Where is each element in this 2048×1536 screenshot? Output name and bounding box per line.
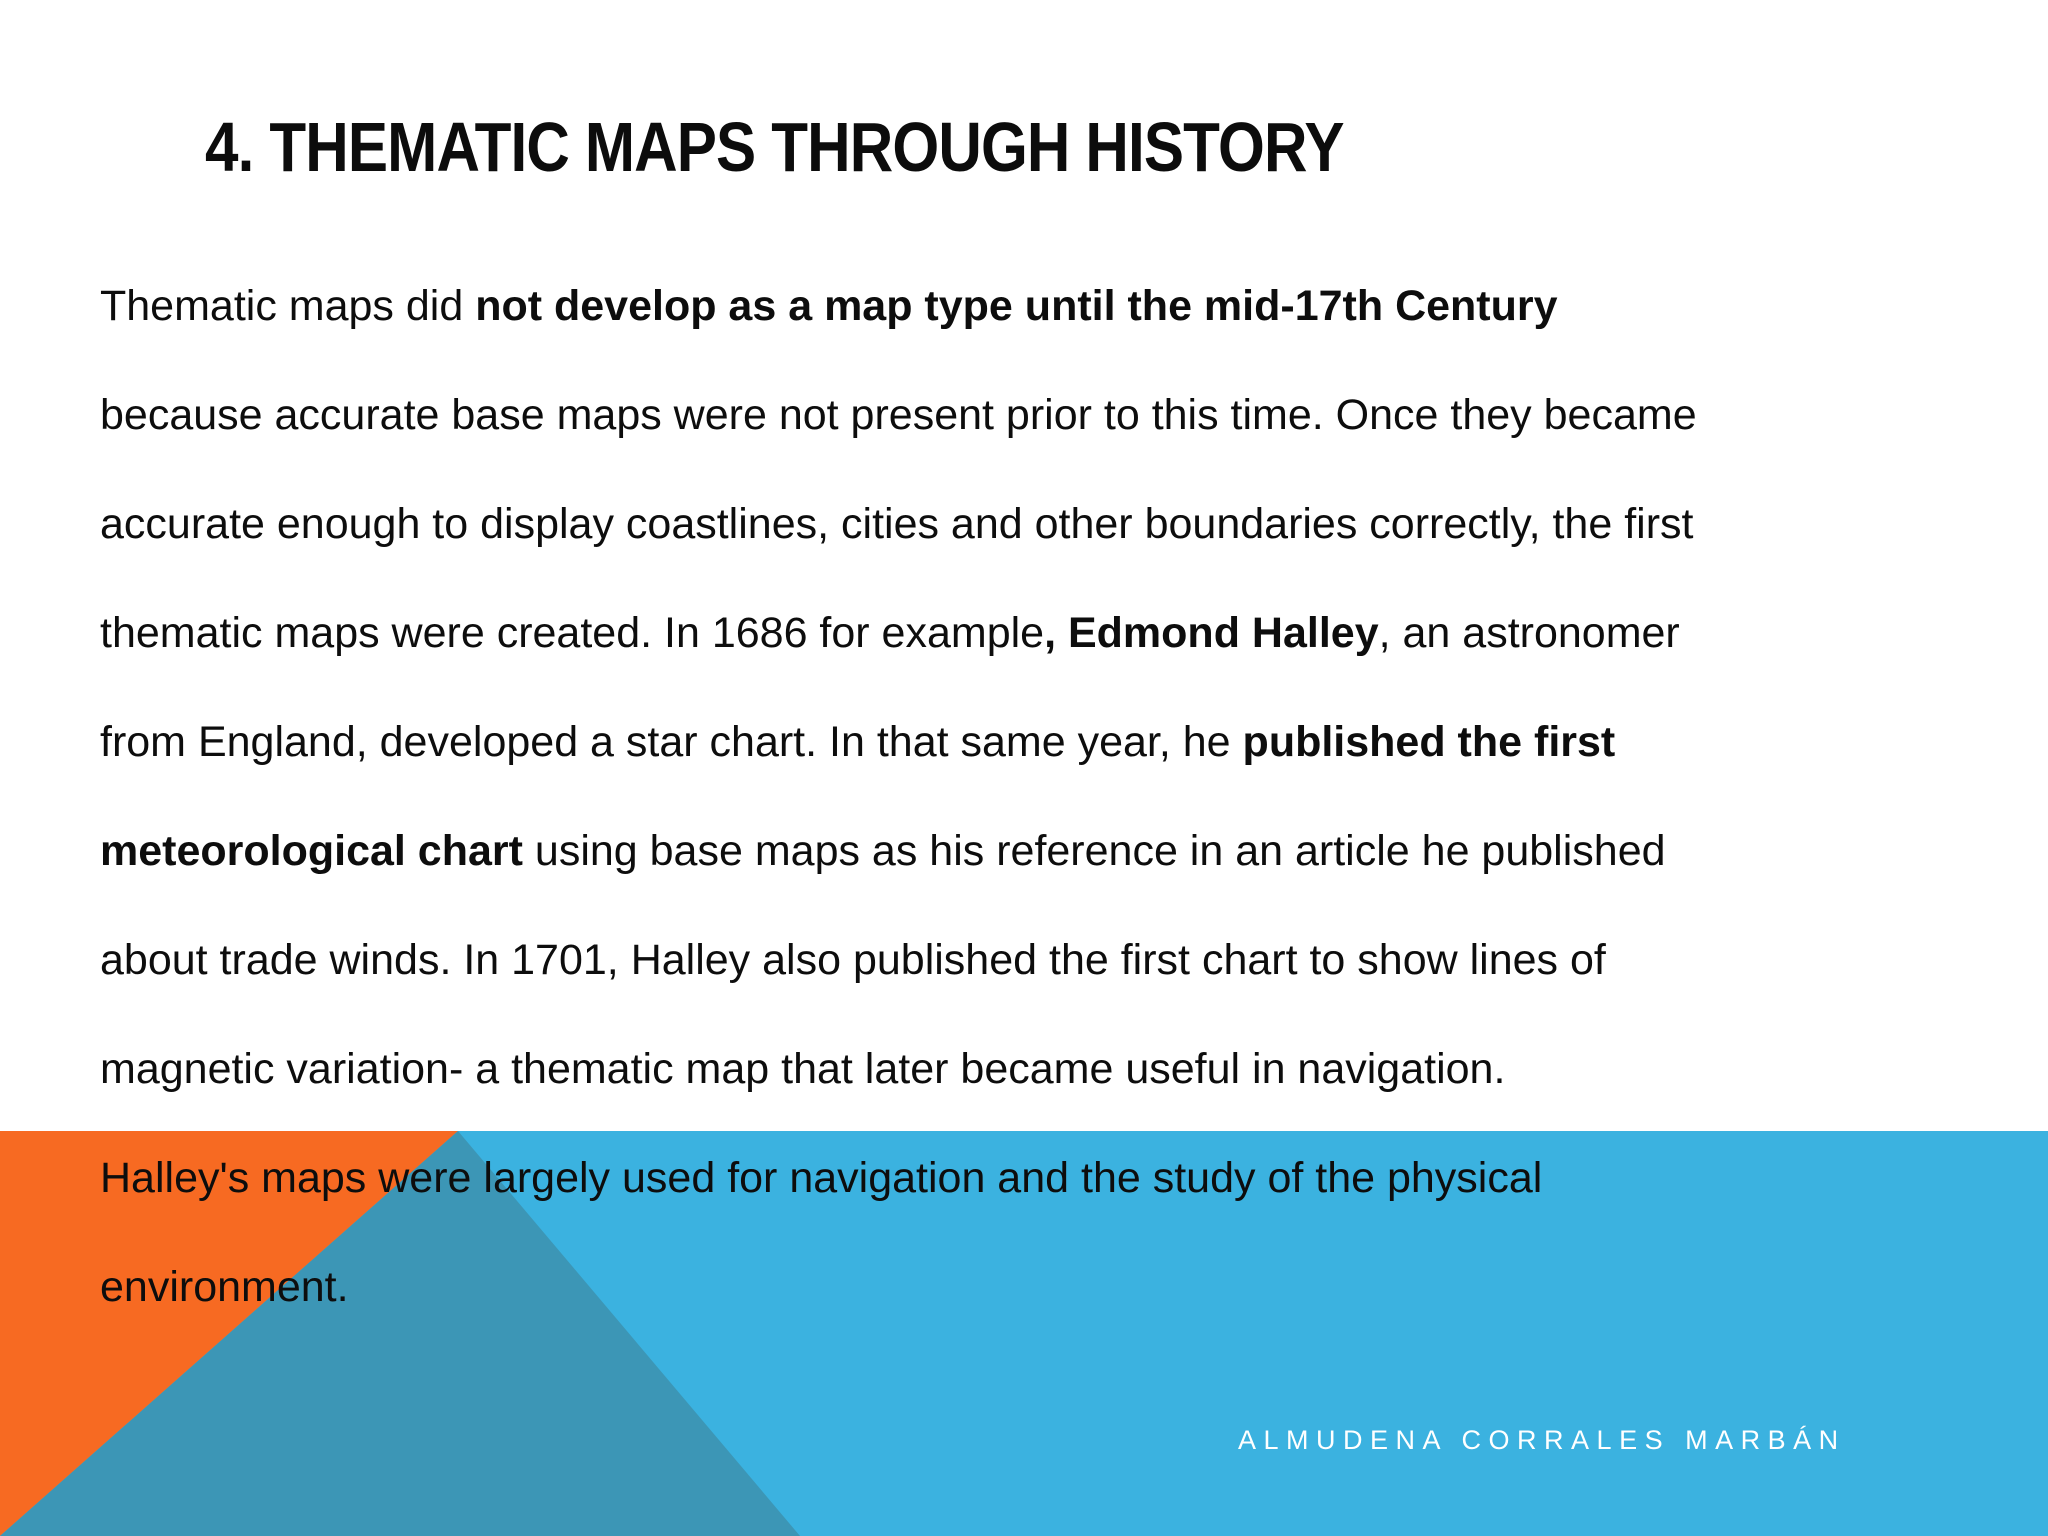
body-line-4 [100,579,1960,688]
body-line-3: accurate enough to display coastlines, cities and other boundaries correctly, the first [100,500,1694,548]
body-line-9: Halley's maps were largely used for navigation and the study of the physical [100,1154,1543,1202]
body-text-segment: using base maps as his reference in an article he published [522,827,1666,875]
body-text-bold-segment: not develop as a map type until the mid-17th Century [475,282,1558,330]
body-line-7: about trade winds. In 1701, Halley also published the first chart to show lines of [100,936,1606,984]
body-line-2: because accurate base maps were not present prior to this time. Once they became [100,391,1697,439]
body-line-1 [100,252,1960,361]
body-text-bold-segment: published the first [1242,718,1616,766]
body-text-segment: thematic maps were created. In 1686 for example [100,609,1045,657]
body-text-segment: Thematic maps did [100,282,476,330]
body-line-10: environment. [100,1263,349,1311]
author-name: ALMUDENA CORRALES MARBÁN [1238,1425,1846,1455]
body-line-5 [100,688,1960,797]
body-text-segment: from England, developed a star chart. In that same year, he [100,718,1243,766]
body-text-segment: , an astronomer [1378,609,1680,657]
body-text-bold-segment: , Edmond Halley [1044,609,1379,657]
body-line-8: magnetic variation- a thematic map that later became useful in navigation. [100,1045,1506,1093]
slide-body-paragraph [100,252,1960,1342]
slide-title: 4. THEMATIC MAPS THROUGH HISTORY [205,108,1344,186]
body-text-bold-segment: meteorological chart [100,827,523,875]
body-line-6 [100,797,1960,906]
